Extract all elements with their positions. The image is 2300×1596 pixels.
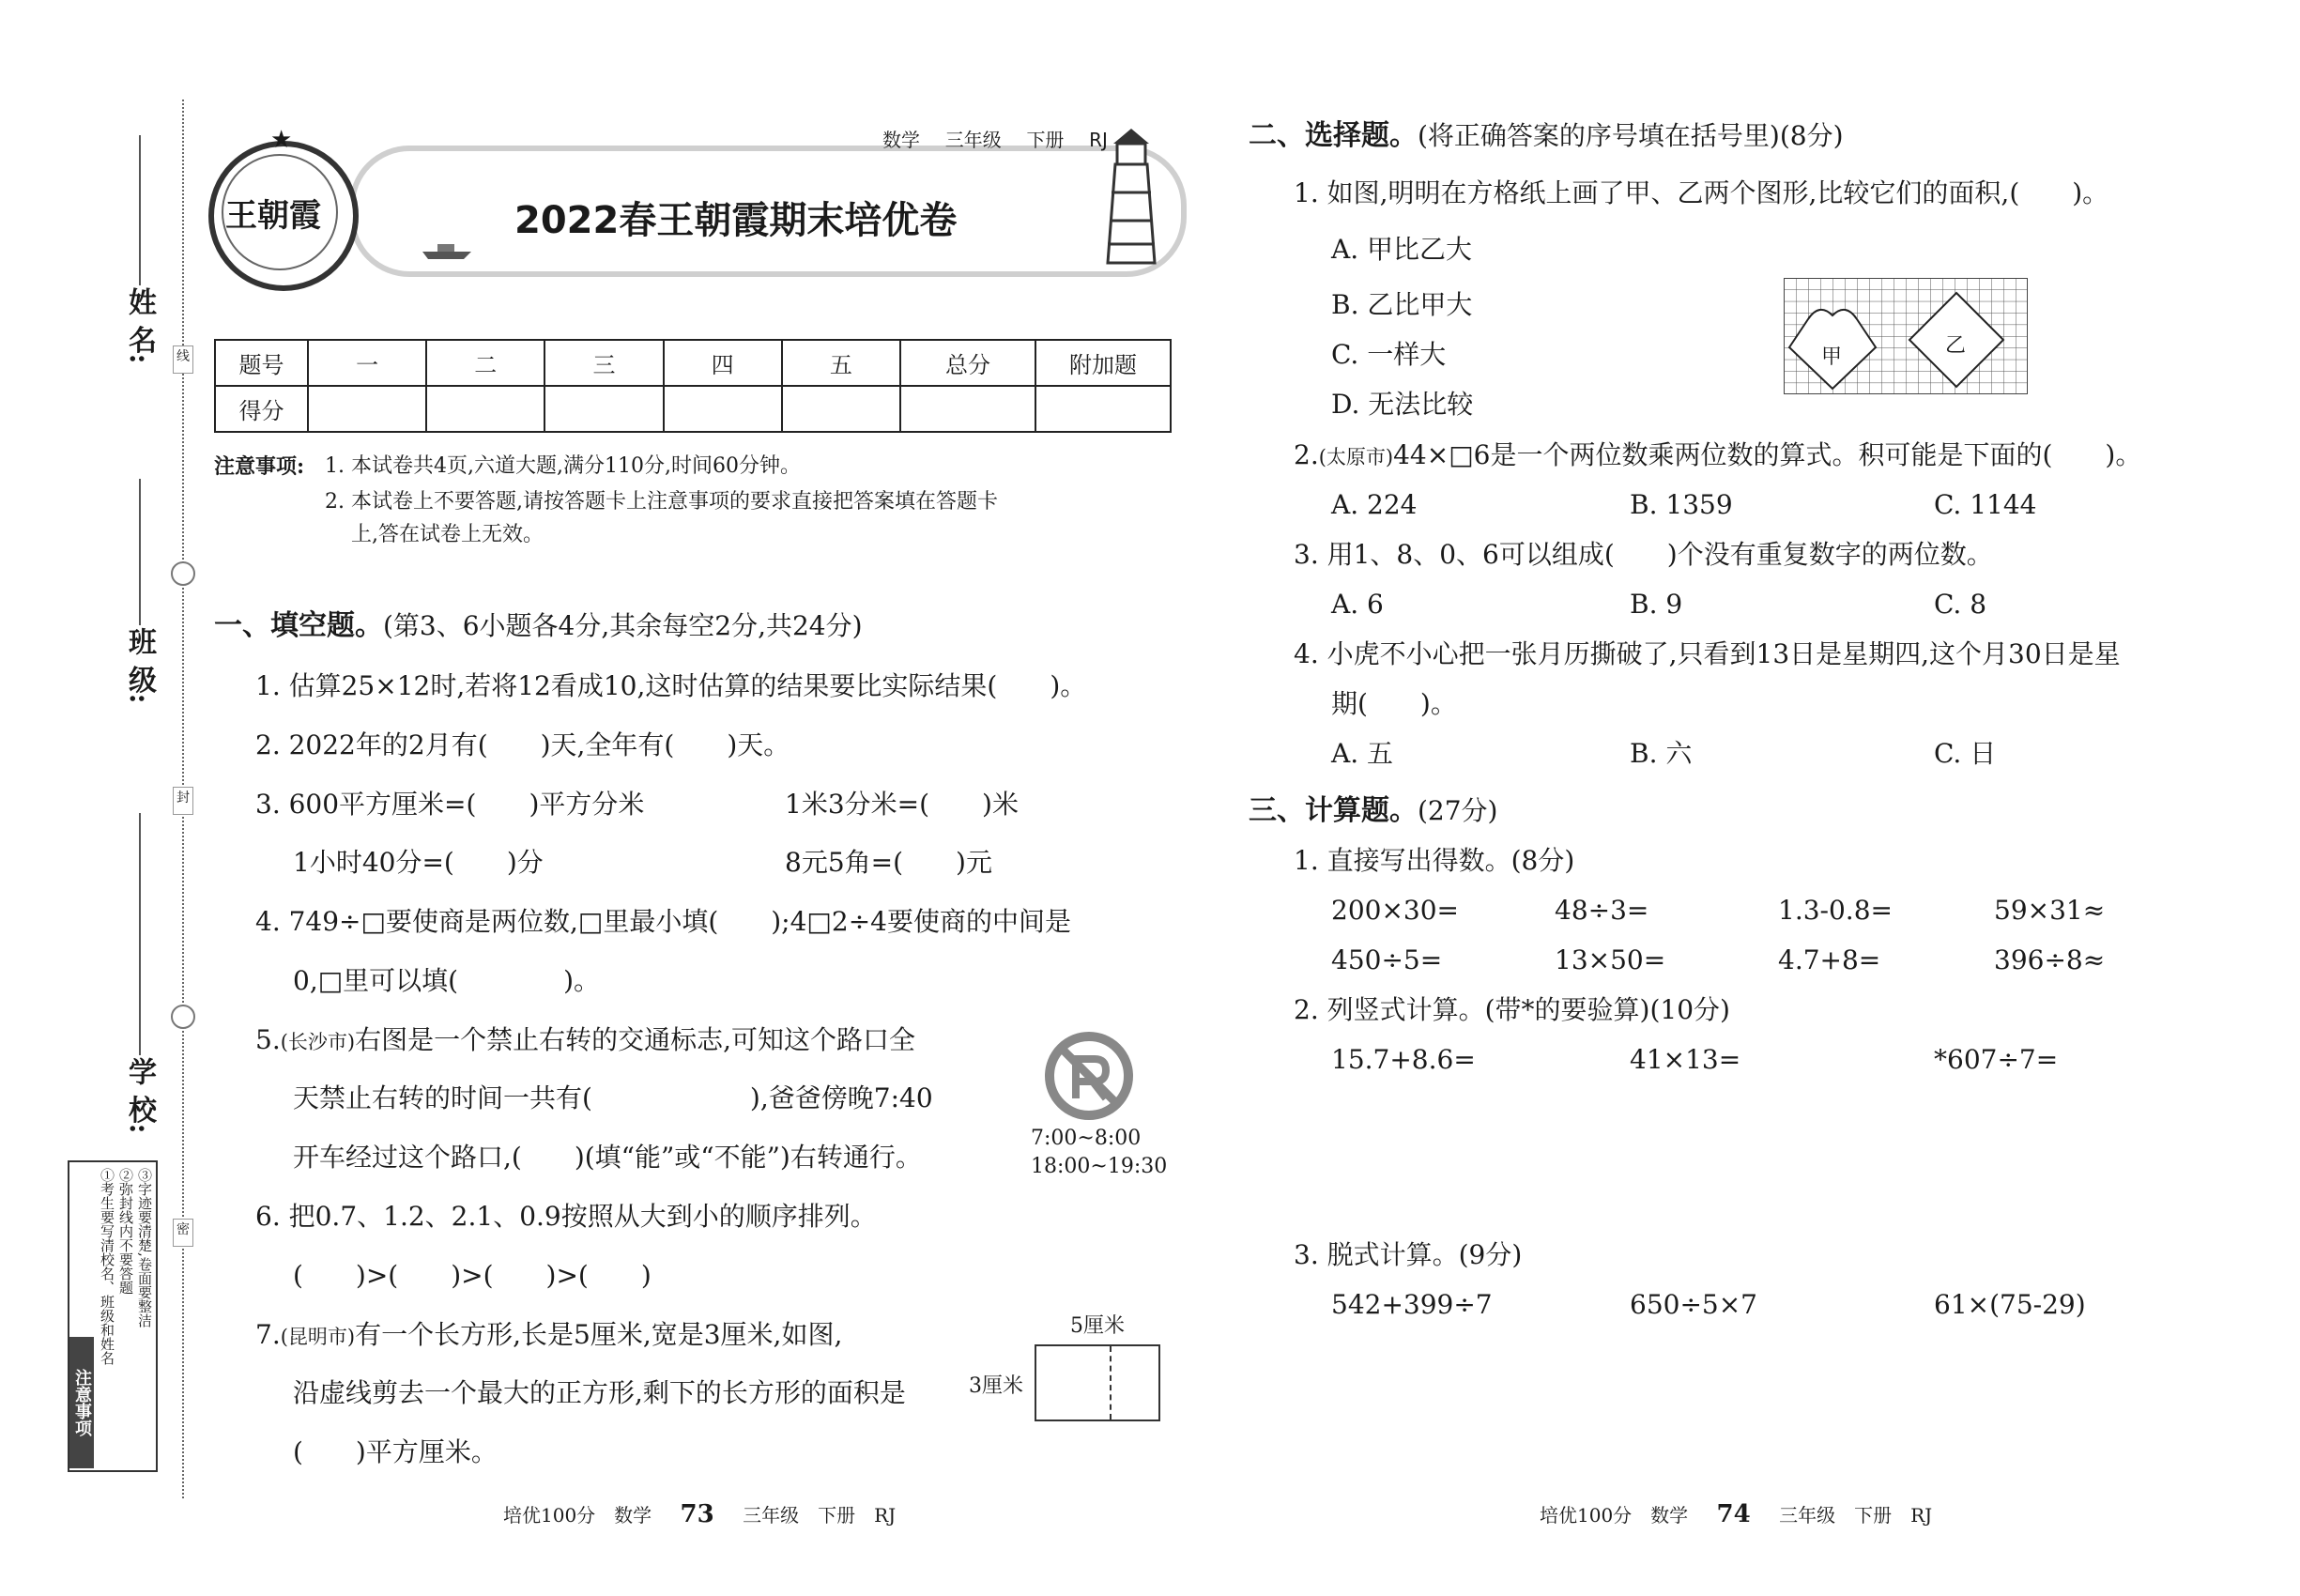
calc-item: 59×31≈ xyxy=(1994,895,2106,926)
ring-icon xyxy=(171,1005,195,1029)
notes-item: 上,答在试卷上无效。 xyxy=(351,523,544,546)
question-number: 2. xyxy=(1294,439,1319,470)
question xyxy=(1294,439,2141,473)
section-title: 三、计算题。 xyxy=(1249,794,1418,827)
source-tag: (太原市) xyxy=(1318,446,1394,468)
class-label: 班 级: xyxy=(123,627,156,704)
table-cell: 题号 xyxy=(215,340,308,386)
table-cell: 附加题 xyxy=(1035,340,1171,386)
page-number: 73 xyxy=(680,1500,714,1528)
binding-notice-box xyxy=(68,1160,158,1472)
section1-heading xyxy=(214,610,863,642)
option: C. 8 xyxy=(1934,589,1987,620)
question: 0,□里可以填( )。 xyxy=(293,965,601,996)
option: C. 一样大 xyxy=(1331,339,1447,370)
question: 2. 列竖式计算。(带*的要验算)(10分) xyxy=(1294,994,1730,1025)
header-info xyxy=(882,125,1108,152)
question-text: 右图是一个禁止右转的交通标志,可知这个路口全 xyxy=(355,1024,916,1055)
score-cell[interactable] xyxy=(782,386,900,432)
calc-item: 61×(75-29) xyxy=(1934,1289,2086,1320)
calc-item: *607÷7= xyxy=(1934,1044,2059,1075)
answer-blanks[interactable]: ( )>( )>( )>( ) xyxy=(293,1260,652,1291)
question: 8元5角=( )元 xyxy=(785,847,992,878)
table-cell: 二 xyxy=(426,340,544,386)
section3-heading xyxy=(1249,795,1497,827)
question: 3. 脱式计算。(9分) xyxy=(1294,1239,1523,1270)
question-number: 5. xyxy=(255,1024,281,1055)
calc-item: 4.7+8= xyxy=(1778,944,1881,975)
question: 3. 用1、8、0、6可以组成( )个没有重复数字的两位数。 xyxy=(1294,539,1993,570)
option: D. 无法比较 xyxy=(1331,389,1474,420)
calc-item: 15.7+8.6= xyxy=(1331,1044,1476,1075)
score-cell[interactable] xyxy=(308,386,426,432)
source-tag: (长沙市) xyxy=(280,1031,356,1053)
table-cell: 一 xyxy=(308,340,426,386)
question: 1. 估算25×12时,若将12看成10,这时估算的结果要比实际结果( )。 xyxy=(255,670,1087,701)
option: B. 乙比甲大 xyxy=(1331,289,1473,320)
calc-item: 650÷5×7 xyxy=(1630,1289,1757,1320)
section-desc: (将正确答案的序号填在括号里)(8分) xyxy=(1418,120,1844,151)
question xyxy=(255,1024,915,1058)
option: B. 1359 xyxy=(1630,489,1733,520)
notes-item: 1. 本试卷共4页,六道大题,满分110分,时间60分钟。 xyxy=(325,454,801,478)
question: 1. 直接写出得数。(8分) xyxy=(1294,845,1575,876)
score-cell[interactable] xyxy=(426,386,544,432)
calc-item: 450÷5= xyxy=(1331,944,1443,975)
star-icon: ★ xyxy=(270,126,293,154)
notes-item: 2. 本试卷上不要答题,请按答题卡上注意事项的要求直接把答案填在答题卡 xyxy=(325,490,998,514)
grid-figure xyxy=(1784,278,2028,394)
cut-dashed-line xyxy=(1110,1346,1112,1420)
shape-label-jia: 甲 xyxy=(1821,345,1843,369)
table-cell: 五 xyxy=(782,340,900,386)
option: A. 甲比乙大 xyxy=(1331,234,1473,265)
calc-item: 396÷8≈ xyxy=(1994,944,2106,975)
page-number: 74 xyxy=(1716,1500,1751,1528)
ring-icon xyxy=(171,561,195,586)
notice-item: ③字迹要清楚,卷面要整洁 xyxy=(136,1168,153,1327)
rect-width-label: 3厘米 xyxy=(969,1374,1023,1398)
option: A. 224 xyxy=(1331,489,1418,520)
footer-text: 三年级 下册 RJ xyxy=(1779,1504,1933,1527)
sign-time: 7:00~8:00 xyxy=(1031,1127,1142,1150)
rect-length-label: 5厘米 xyxy=(1070,1314,1125,1338)
no-right-turn-sign-icon xyxy=(1044,1031,1134,1121)
calc-item: 41×13= xyxy=(1630,1044,1741,1075)
footer-right xyxy=(1540,1500,1932,1528)
seal-mark: 密 xyxy=(173,1219,193,1247)
option: A. 6 xyxy=(1331,589,1384,620)
score-cell[interactable] xyxy=(544,386,663,432)
question: 2. 2022年的2月有( )天,全年有( )天。 xyxy=(255,729,790,760)
option: C. 1144 xyxy=(1934,489,2037,520)
source-tag: (昆明市) xyxy=(280,1326,356,1348)
brand-name: 王朝霞 xyxy=(225,197,321,235)
table-cell: 得分 xyxy=(215,386,308,432)
question-number: 7. xyxy=(255,1319,281,1350)
volume: 下册 xyxy=(1026,129,1065,151)
section-title: 一、填空题。 xyxy=(214,609,383,642)
question: 6. 把0.7、1.2、2.1、0.9按照从大到小的顺序排列。 xyxy=(255,1201,877,1232)
seal-mark: 线 xyxy=(173,345,193,374)
footer-text: 培优100分 数学 xyxy=(1540,1504,1689,1527)
question: 天禁止右转的时间一共有( ),爸爸傍晚7:40 xyxy=(293,1082,933,1113)
table-row xyxy=(215,340,1171,386)
question: 期( )。 xyxy=(1331,688,1457,719)
notice-item: ①考生要写清校名、班级和姓名 xyxy=(99,1168,115,1365)
notice-title: 注意事项 xyxy=(69,1337,94,1468)
notice-item: ②弥封线内不要答题 xyxy=(117,1168,134,1295)
footer-text: 三年级 下册 RJ xyxy=(743,1504,897,1527)
section-desc: (第3、6小题各4分,其余每空2分,共24分) xyxy=(383,610,863,641)
calc-item: 48÷3= xyxy=(1555,895,1649,926)
edition: RJ xyxy=(1089,129,1108,151)
score-cell[interactable] xyxy=(900,386,1035,432)
question: 开车经过这个路口,( )(填“能”或“不能”)右转通行。 xyxy=(293,1142,922,1173)
calc-item: 1.3-0.8= xyxy=(1778,895,1893,926)
option: B. 六 xyxy=(1630,738,1693,769)
subject: 数学 xyxy=(882,129,920,151)
option: B. 9 xyxy=(1630,589,1683,620)
table-cell: 四 xyxy=(664,340,782,386)
option: A. 五 xyxy=(1331,738,1394,769)
grade: 三年级 xyxy=(944,129,1002,151)
class-line[interactable] xyxy=(139,479,141,625)
question: 4. 小虎不小心把一张月历撕破了,只看到13日是星期四,这个月30日是星 xyxy=(1294,638,2121,669)
rectangle-figure xyxy=(1035,1344,1160,1421)
question: 1小时40分=( )分 xyxy=(293,847,544,878)
section2-heading xyxy=(1249,120,1844,152)
question: 1. 如图,明明在方格纸上画了甲、乙两个图形,比较它们的面积,( )。 xyxy=(1294,177,2109,208)
footer-text: 培优100分 数学 xyxy=(503,1504,652,1527)
table-cell: 总分 xyxy=(900,340,1035,386)
notes-label: 注意事项: xyxy=(214,454,305,479)
ship-icon xyxy=(419,238,475,261)
section-desc: (27分) xyxy=(1418,795,1498,826)
name-label: 姓 名: xyxy=(123,287,156,364)
name-line[interactable] xyxy=(139,135,141,285)
brand-logo xyxy=(208,126,359,291)
page-title: 2022春王朝霞期末培优卷 xyxy=(514,199,958,242)
question-text: 44×□6是一个两位数乘两位数的算式。积可能是下面的( )。 xyxy=(1393,439,2142,470)
table-cell: 三 xyxy=(544,340,663,386)
calc-item: 200×30= xyxy=(1331,895,1459,926)
school-label: 学 校: xyxy=(123,1057,156,1134)
question: 4. 749÷□要使商是两位数,□里最小填( );4□2÷4要使商的中间是 xyxy=(255,906,1071,937)
table-row xyxy=(215,386,1171,432)
option: C. 日 xyxy=(1934,738,1997,769)
question: 1米3分米=( )米 xyxy=(785,789,1019,820)
shape-label-yi: 乙 xyxy=(1945,334,1967,358)
score-cell[interactable] xyxy=(1035,386,1171,432)
seal-mark: 封 xyxy=(173,787,193,815)
lighthouse-icon xyxy=(1080,127,1183,268)
sign-time: 18:00~19:30 xyxy=(1031,1155,1168,1178)
footer-left xyxy=(503,1500,896,1528)
question: 沿虚线剪去一个最大的正方形,剩下的长方形的面积是 xyxy=(293,1377,906,1408)
score-cell[interactable] xyxy=(664,386,782,432)
calc-item: 13×50= xyxy=(1555,944,1666,975)
score-table xyxy=(214,339,1172,433)
question: ( )平方厘米。 xyxy=(293,1436,498,1467)
question: 3. 600平方厘米=( )平方分米 xyxy=(255,789,645,820)
school-line[interactable] xyxy=(139,813,141,1055)
question xyxy=(255,1319,842,1353)
section-title: 二、选择题。 xyxy=(1249,119,1418,152)
calc-item: 542+399÷7 xyxy=(1331,1289,1493,1320)
question-text: 有一个长方形,长是5厘米,宽是3厘米,如图, xyxy=(355,1319,843,1350)
